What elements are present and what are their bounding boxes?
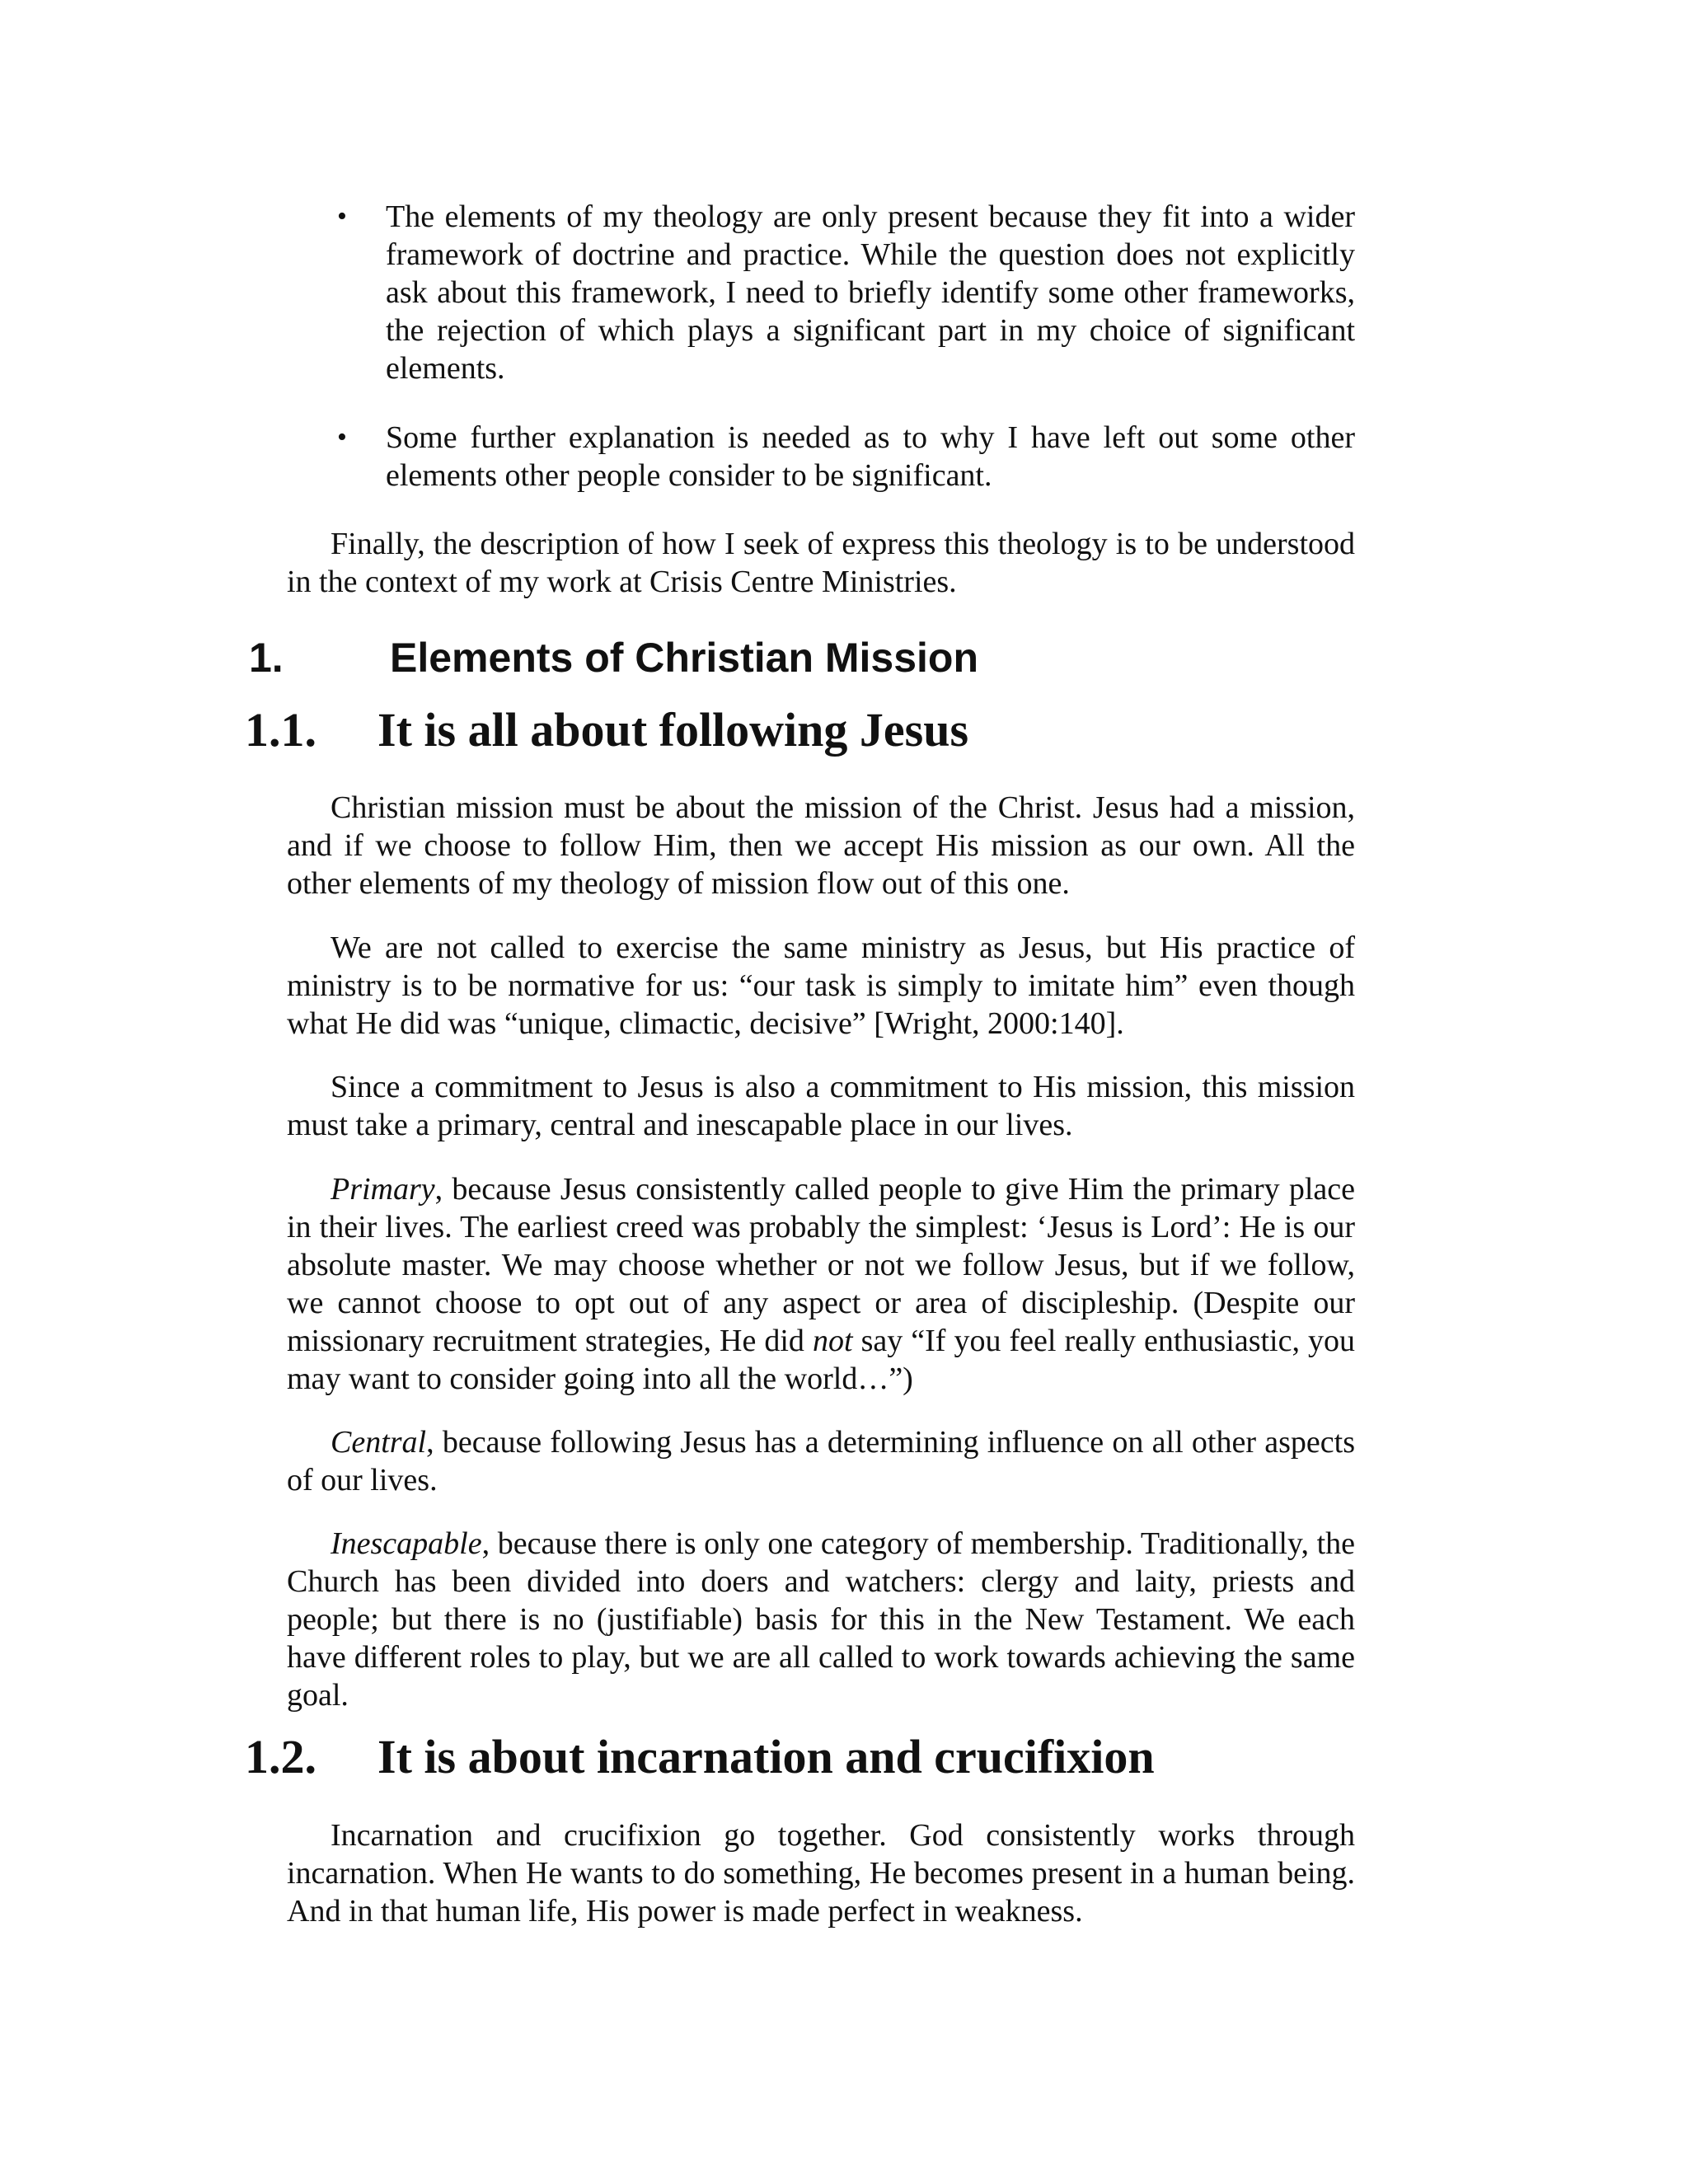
bullet-icon: • bbox=[337, 422, 347, 452]
emphasis-term: Central bbox=[331, 1425, 427, 1460]
subsection-body bbox=[287, 1525, 1355, 1714]
intro-block bbox=[287, 525, 1355, 601]
emphasis-word: not bbox=[812, 1324, 853, 1358]
paragraph-text: , because Jesus consistently called people to give Him the primary place in their lives. The earliest creed was probably the simplest: ‘Jesus is Lord’: He is our absolute master. We may choose whether or not we follow Jesus, but if we follow, we cannot choose to opt out of any aspect or area of discipleship. (Despite our missionary recruitment strategies, He did bbox=[287, 1172, 1355, 1358]
bullet-text: The elements of my theology are only present because they fit into a wider framework of doctrine and practice. While the question does not explicitly ask about this framework, I need to briefly identify some other frameworks, the rejection of which plays a significant part in my choice of significant elements. bbox=[386, 199, 1355, 386]
subsection-number: 1.2. bbox=[245, 1730, 316, 1783]
paragraph-text: , because following Jesus has a determining influence on all other aspects of our lives. bbox=[287, 1425, 1355, 1497]
list-item bbox=[330, 198, 1355, 387]
list-item bbox=[330, 419, 1355, 494]
paragraph bbox=[287, 1525, 1355, 1714]
subsection-number: 1.1. bbox=[245, 703, 316, 757]
bullet-list bbox=[330, 198, 1355, 526]
intro-paragraph: Finally, the description of how I seek of express this theology is to be understood in the context of my work at Crisis Centre Ministries. bbox=[287, 527, 1355, 599]
emphasis-term: Primary bbox=[331, 1172, 435, 1207]
subsection-heading bbox=[245, 702, 968, 758]
subsection-body bbox=[287, 1816, 1355, 1930]
paragraph-text: , because there is only one category of membership. Traditionally, the Church has been divided into doers and watchers: clergy and laity, priests and people; but there is no (justifiable) basis for this in the New Testament. We each have different roles to play, but we are all called to work towards achieving the same goal. bbox=[287, 1526, 1355, 1713]
subsection-body bbox=[287, 1068, 1355, 1144]
paragraph: Incarnation and crucifixion go together. God consistently works through incarnation. When He wants to do something, He becomes present in a human being. And in that human life, His power is made perfect in weakness. bbox=[287, 1818, 1355, 1929]
paragraph-text: say “If you feel really enthusiastic, you may want to consider going into all the world…”) bbox=[287, 1324, 1356, 1396]
paragraph bbox=[287, 1423, 1355, 1499]
bullet-text: Some further explanation is needed as to why I have left out some other elements other people consider to be significant. bbox=[386, 420, 1355, 493]
subsection-title: It is all about following Jesus bbox=[377, 703, 969, 757]
section-heading bbox=[249, 633, 978, 682]
subsection-body bbox=[287, 1170, 1355, 1398]
subsection-heading bbox=[245, 1729, 1155, 1785]
emphasis-term: Inescapable bbox=[331, 1526, 482, 1561]
paragraph: Since a commitment to Jesus is also a commitment to His mission, this mission must take a primary, central and inescapable place in our lives. bbox=[287, 1070, 1355, 1142]
section-title: Elements of Christian Mission bbox=[390, 635, 979, 681]
subsection-body bbox=[287, 929, 1355, 1043]
subsection-title: It is about incarnation and crucifixion bbox=[377, 1730, 1155, 1783]
subsection-body bbox=[287, 1423, 1355, 1499]
section-number: 1. bbox=[249, 635, 284, 681]
paragraph bbox=[287, 1170, 1355, 1398]
bullet-icon: • bbox=[337, 201, 347, 232]
paragraph: Christian mission must be about the mission of the Christ. Jesus had a mission, and if we choose to follow Him, then we accept His mission as our own. All the other elements of my theology of mission flow out of this one. bbox=[287, 790, 1355, 901]
subsection-body bbox=[287, 789, 1355, 902]
paragraph: We are not called to exercise the same ministry as Jesus, but His practice of ministry is to be normative for us: “our task is simply to imitate him” even though what He did was “unique, climactic, decisive” [Wright, 2000:140]. bbox=[287, 930, 1355, 1041]
